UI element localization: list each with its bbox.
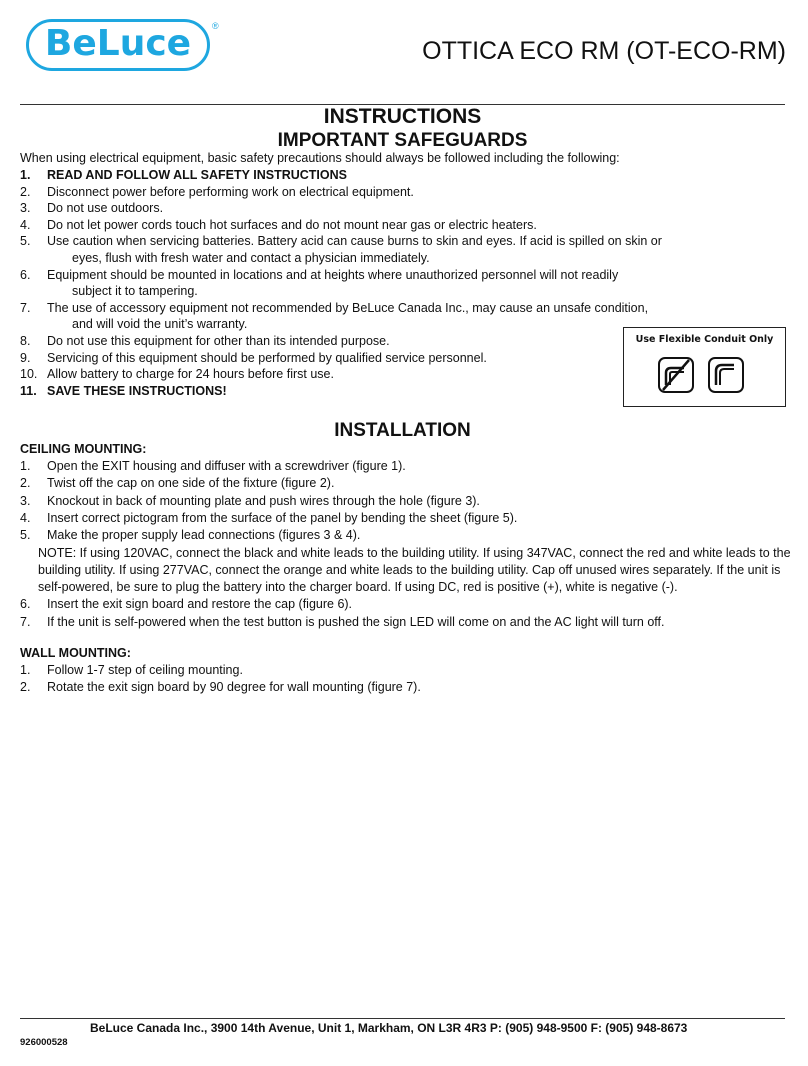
- model-title: OTTICA ECO RM (OT-ECO-RM): [422, 37, 786, 65]
- list-item-text: Make the proper supply lead connections (figures 3 & 4).: [47, 528, 361, 543]
- list-item-number: 1.: [20, 663, 31, 677]
- document-number: 926000528: [20, 1037, 68, 1048]
- logo-text: BeLuce: [44, 23, 192, 64]
- list-item-text: Do not let power cords touch hot surfaces and do not mount near gas or electric heaters.: [47, 217, 537, 232]
- list-item-text: Equipment should be mounted in locations and at heights where unauthorized personnel will not readily: [47, 267, 619, 282]
- rigid-conduit-prohibited-icon: [657, 356, 695, 394]
- list-item: [20, 579, 790, 596]
- list-item: [20, 679, 790, 696]
- list-item-continuation: and will void the unit’s warranty.: [72, 317, 248, 332]
- list-item-text: Servicing of this equipment should be performed by qualified service personnel.: [47, 350, 487, 365]
- list-item-text: Insert the exit sign board and restore the cap (figure 6).: [47, 597, 353, 612]
- list-item: [20, 233, 790, 250]
- list-item-text: Insert correct pictogram from the surface of the panel by bending the sheet (figure 5).: [47, 510, 518, 525]
- list-item-number: 10.: [20, 367, 38, 382]
- list-item-text: If the unit is self-powered when the test button is pushed the sign LED will come on and the AC light will turn off.: [47, 614, 665, 629]
- list-item: [20, 562, 790, 579]
- list-item: [20, 217, 790, 234]
- footer-divider: [20, 1018, 785, 1019]
- list-item: [20, 510, 790, 527]
- list-item: [20, 200, 790, 217]
- list-item: [20, 184, 790, 201]
- list-item-text: READ AND FOLLOW ALL SAFETY INSTRUCTIONS: [47, 168, 347, 182]
- list-item: [20, 267, 790, 284]
- list-item-continuation: eyes, flush with fresh water and contact a physician immediately.: [72, 251, 430, 265]
- list-item-number: 2.: [20, 184, 31, 199]
- list-item-number: 2.: [20, 476, 31, 491]
- list-item-continuation: self-powered, be sure to plug the battery into the charger board. If using DC, red is positive (+), white is negative (-).: [38, 580, 678, 595]
- list-item-text: Use caution when servicing batteries. Battery acid can cause burns to skin and eyes. If acid is spilled on skin or: [47, 234, 662, 249]
- list-item: [20, 527, 790, 544]
- list-item-text: Allow battery to charge for 24 hours before first use.: [47, 367, 334, 382]
- list-item-continuation: NOTE: If using 120VAC, connect the black and white leads to the building utility. If using 347VAC, connect the red and white leads to the: [38, 545, 791, 560]
- list-item: [20, 614, 790, 631]
- list-item-number: 7.: [20, 300, 31, 315]
- list-item-number: 1.: [20, 459, 31, 473]
- ceiling-mounting-heading: CEILING MOUNTING:: [20, 442, 147, 456]
- safeguards-intro: When using electrical equipment, basic safety precautions should always be followed including the following:: [20, 151, 620, 165]
- list-item-number: 6.: [20, 267, 31, 282]
- safeguards-heading: IMPORTANT SAFEGUARDS: [277, 130, 528, 151]
- list-item-text: Do not use this equipment for other than its intended purpose.: [47, 334, 390, 348]
- list-item-text: Follow 1-7 step of ceiling mounting.: [47, 663, 243, 677]
- list-item-number: 5.: [20, 234, 31, 249]
- list-item: [20, 596, 790, 613]
- flexible-conduit-icon: [707, 356, 745, 394]
- list-item-text: Rotate the exit sign board by 90 degree for wall mounting (figure 7).: [47, 680, 421, 695]
- list-item-number: 8.: [20, 334, 31, 348]
- registered-mark: ®: [212, 21, 219, 31]
- list-item: [20, 283, 790, 300]
- list-item-continuation: building utility. If using 277VAC, connect the orange and white leads to the building utility. Cap off unused wires separately. If the unit is: [38, 562, 781, 577]
- list-item: [20, 545, 790, 562]
- list-item-number: 4.: [20, 217, 31, 232]
- conduit-notice: [623, 327, 786, 407]
- list-item-number: 1.: [20, 168, 31, 182]
- list-item-number: 4.: [20, 510, 31, 525]
- wall-mounting-heading: WALL MOUNTING:: [20, 646, 131, 660]
- list-item: [20, 300, 790, 317]
- list-item-number: 3.: [20, 493, 31, 508]
- list-item-number: 11.: [20, 383, 37, 398]
- list-item-text: SAVE THESE INSTRUCTIONS!: [47, 383, 227, 398]
- list-item: [20, 250, 790, 267]
- list-item-number: 3.: [20, 201, 31, 216]
- list-item: [20, 493, 790, 510]
- list-item: [20, 458, 790, 475]
- list-item: [20, 167, 790, 184]
- list-item-text: Disconnect power before performing work on electrical equipment.: [47, 184, 414, 199]
- list-item-number: 9.: [20, 350, 31, 365]
- list-item: [20, 662, 790, 679]
- instructions-heading: INSTRUCTIONS: [323, 105, 482, 128]
- list-item: [20, 475, 790, 492]
- company-address: BeLuce Canada Inc., 3900 14th Avenue, Unit 1, Markham, ON L3R 4R3 P: (905) 948-9500 F: (905) 948-8673: [90, 1021, 688, 1035]
- installation-heading: INSTALLATION: [334, 420, 471, 441]
- list-item-text: Open the EXIT housing and diffuser with a screwdriver (figure 1).: [47, 459, 406, 473]
- list-item-number: 6.: [20, 597, 31, 612]
- list-item-continuation: subject it to tampering.: [72, 284, 198, 299]
- list-item-text: Knockout in back of mounting plate and push wires through the hole (figure 3).: [47, 493, 480, 508]
- list-item-text: The use of accessory equipment not recommended by BeLuce Canada Inc., may cause an unsafe condition,: [47, 300, 649, 315]
- beluce-logo: [26, 19, 219, 77]
- list-item-text: Twist off the cap on one side of the fixture (figure 2).: [47, 476, 335, 491]
- list-item-number: 7.: [20, 614, 31, 629]
- list-item-text: Do not use outdoors.: [47, 201, 164, 216]
- list-item-number: 5.: [20, 528, 31, 543]
- conduit-notice-label: Use Flexible Conduit Only: [635, 334, 774, 345]
- list-item-number: 2.: [20, 680, 31, 695]
